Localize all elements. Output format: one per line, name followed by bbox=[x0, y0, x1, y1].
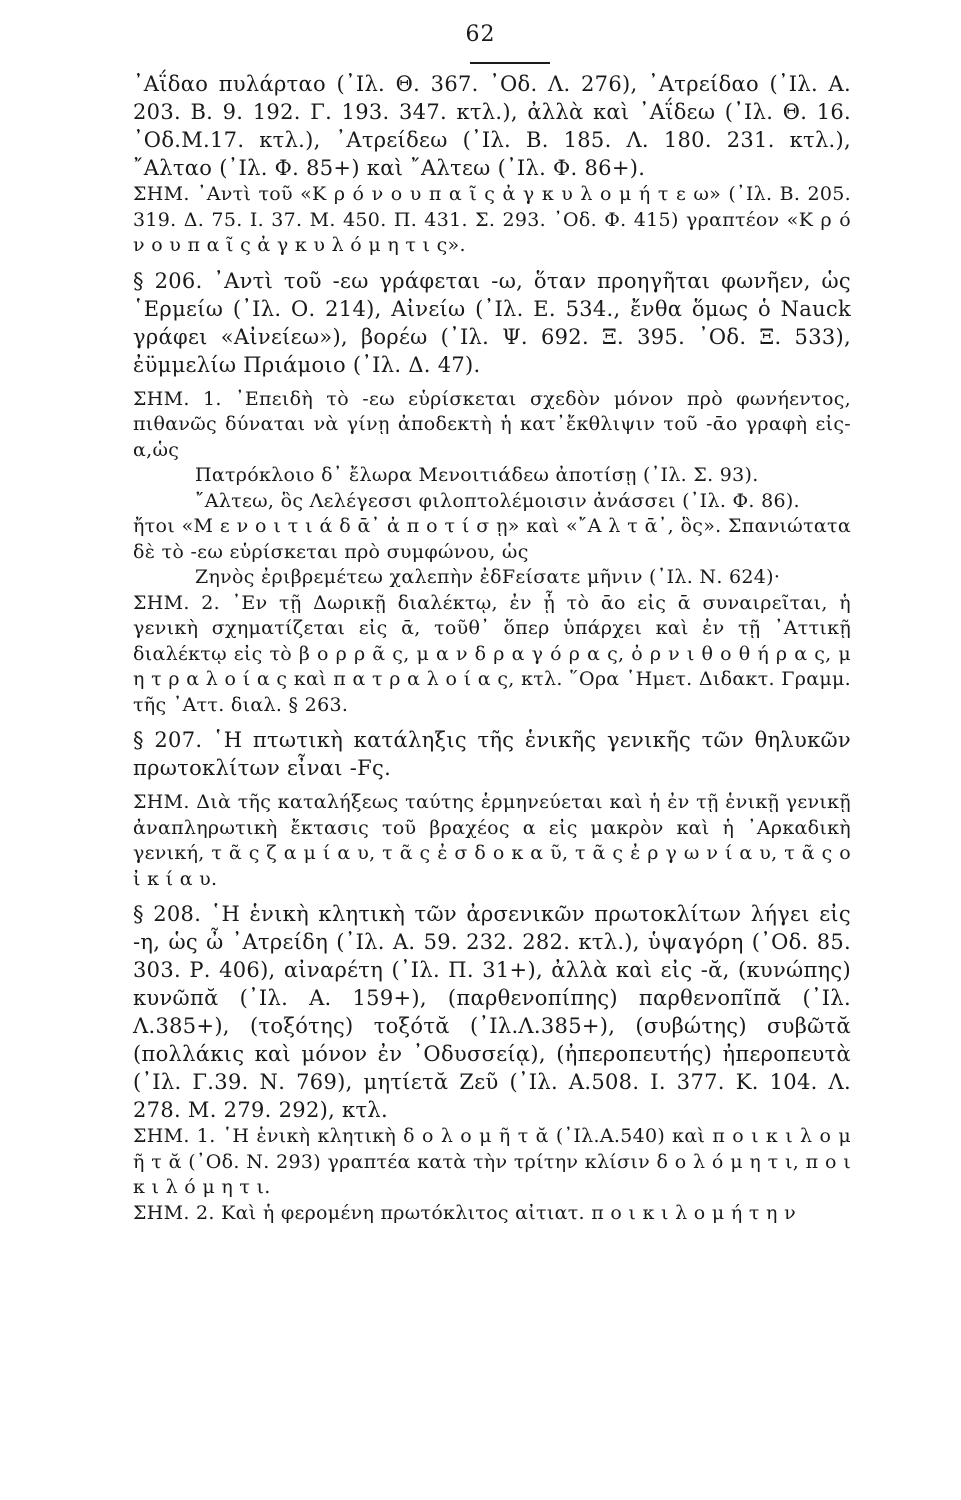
section-206: § 206. ᾿Αντὶ τοῦ -εω γράφεται -ω, ὅταν προηγῆται φωνῆεν, ὡς ῾Ερμείω (᾿Ιλ. Ο. 214), Αἰνείω (᾿Ιλ. Ε. 534., ἔνθα ὅμως ὁ Nauck γράφει «Αἰνείεω»), βορέω (᾿Ιλ. Ψ. 692. Ξ. 395. ᾿Οδ. Ξ. 533), ἐϋμμελίω Πριάμοιο (᾿Ιλ. Δ. 47). bbox=[133, 268, 851, 377]
note: ΣΗΜ. Διὰ τῆς καταλήξεως ταύτης ἑρμηνεύεται καὶ ἡ ἐν τῇ ἑνικῇ γενικῇ ἀναπληρωτικὴ ἔκτασις τοῦ βραχέος α εἰς μακρὸν καὶ ἡ ᾿Αρκαδικὴ γενική, τ ᾶ ς ζ α μ ί α υ, τ ᾶ ς ἐ σ δ ο κ α ῦ, τ ᾶ ς ἐ ρ γ ω ν ί α υ, τ ᾶ ς ο ἰ κ ί α υ. bbox=[133, 791, 851, 890]
header-rule bbox=[470, 62, 550, 64]
page-number: 62 bbox=[465, 22, 496, 47]
paragraph: ᾿Αΐδαο πυλάρταο (᾿Ιλ. Θ. 367. ᾿Οδ. Λ. 276), ᾿Ατρείδαο (᾿Ιλ. Α. 203. Β. 9. 192. Γ. 193. 347. κτλ.), ἀλλὰ καὶ ᾿Αΐδεω (᾿Ιλ. Θ. 16. ᾿Οδ.Μ.17. κτλ.), ᾿Ατρείδεω (᾿Ιλ. Β. 185. Λ. 180. 231. κτλ.), ῎Αλταο (᾿Ιλ. Φ. 85+) καὶ ῎Αλτεω (᾿Ιλ. Φ. 86+). bbox=[133, 72, 851, 180]
section-208: § 208. ῾Η ἑνικὴ κλητικὴ τῶν ἀρσενικῶν πρωτοκλίτων λήγει εἰς -η, ὡς ὦ ᾿Ατρείδη (᾿Ιλ. Α. 59. 232. 282. κτλ.), ὑψαγόρη (᾿Οδ. 85. 303. Ρ. 406), αἰναρέτη (᾿Ιλ. Π. 31+), ἀλλὰ καὶ εἰς -ᾰ, (κυνώπης) κυνῶπᾰ (᾿Ιλ. Α. 159+), (παρθενοπίπης) παρθενοπῖπᾰ (᾿Ιλ. Λ.385+), (τοξότης) τοξότᾰ (᾿Ιλ.Λ.385+), (συβώτης) συβῶτᾰ (πολλάκις καὶ μόνον ἐν ᾿Οδυσσείᾳ), (ἠπεροπευτής) ἠπεροπευτὰ (᾿Ιλ. Γ.39. Ν. 769), μητίετᾰ Ζεῦ (᾿Ιλ. Α.508. Ι. 377. Κ. 104. Λ. 278. Μ. 279. 292), κτλ. bbox=[133, 902, 851, 1122]
note: ΣΗΜ. 1. ᾿Επειδὴ τὸ -εω εὑρίσκεται σχεδὸν μόνον πρὸ φωνήεντος, πιθανῶς δύναται νὰ γίνῃ ἀποδεκτὴ ἡ κατ᾿ἔκθλιψιν τοῦ -ᾱο γραφὴ εἰς-α,ὡς bbox=[133, 387, 851, 461]
note: ΣΗΜ. ᾿Αντὶ τοῦ «Κ ρ ό ν ο υ π α ῖ ς ἀ γ κ υ λ ο μ ή τ ε ω» (᾿Ιλ. Β. 205. 319. Δ. 75. Ι. 37. Μ. 450. Π. 431. Σ. 293. ᾿Οδ. Φ. 415) γραπτέον «Κ ρ ό ν ο υ π α ῖ ς ἀ γ κ υ λ ό μ η τ ι ς». bbox=[133, 183, 851, 256]
note: ΣΗΜ. 2. Καὶ ἡ φερομένη πρωτόκλιτος αἰτιατ. π ο ι κ ι λ ο μ ή τ η ν bbox=[133, 1201, 796, 1224]
quotation: Πατρόκλοιο δ᾿ ἔλωρα Μενοιτιάδεω ἀποτίσῃ (᾿Ιλ. Σ. 93). bbox=[195, 464, 759, 486]
text-body bbox=[133, 70, 851, 1226]
note: ἤτοι «Μ ε ν ο ι τ ι ά δ ᾱ᾿ ἀ π ο τ ί σ ῃ» καὶ «῎Α λ τ ᾱ᾿, ὃς». Σπανιώτατα δὲ τὸ -εω εὑρίσκεται πρὸ συμφώνου, ὡς bbox=[133, 515, 851, 563]
note: ΣΗΜ. 2. ᾿Εν τῇ Δωρικῇ διαλέκτῳ, ἐν ᾗ τὸ ᾱο εἰς ᾱ συναιρεῖται, ἡ γενικὴ σχηματίζεται εἰς ᾱ, τοῦθ᾿ ὅπερ ὑπάρχει καὶ ἐν τῇ ᾿Αττικῇ διαλέκτῳ εἰς τὸ β ο ρ ρ ᾶ ς, μ α ν δ ρ α γ ό ρ α ς, ὀ ρ ν ι θ ο θ ή ρ α ς, μ η τ ρ α λ ο ί α ς καὶ π α τ ρ α λ ο ί α ς, κτλ. ῞Ορα ῾Ημετ. Διδακτ. Γραμμ. τῆς ᾿Αττ. διαλ. § 263. bbox=[133, 591, 851, 716]
quotation: ῎Αλτεω, ὃς Λελέγεσσι φιλοπτολέμοισιν ἀνάσσει (᾿Ιλ. Φ. 86). bbox=[195, 489, 800, 512]
note: ΣΗΜ. 1. ῾Η ἑνικὴ κλητικὴ δ ο λ ο μ ῆ τ ᾰ (᾿Ιλ.Α.540) καὶ π ο ι κ ι λ ο μ ῆ τ ᾰ (᾿Οδ. Ν. 293) γραπτέα κατὰ τὴν τρίτην κλίσιν δ ο λ ό μ η τ ι, π ο ι κ ι λ ό μ η τ ι. bbox=[133, 1125, 851, 1198]
quotation: Ζηνὸς ἐριβρεμέτεω χαλεπὴν ἐδFείσατε μῆνιν (᾿Ιλ. Ν. 624)· bbox=[195, 566, 781, 588]
section-207: § 207. ῾Η πτωτικὴ κατάληξις τῆς ἑνικῆς γενικῆς τῶν θηλυκῶν πρωτοκλίτων εἶναι -Fς. bbox=[133, 728, 851, 780]
